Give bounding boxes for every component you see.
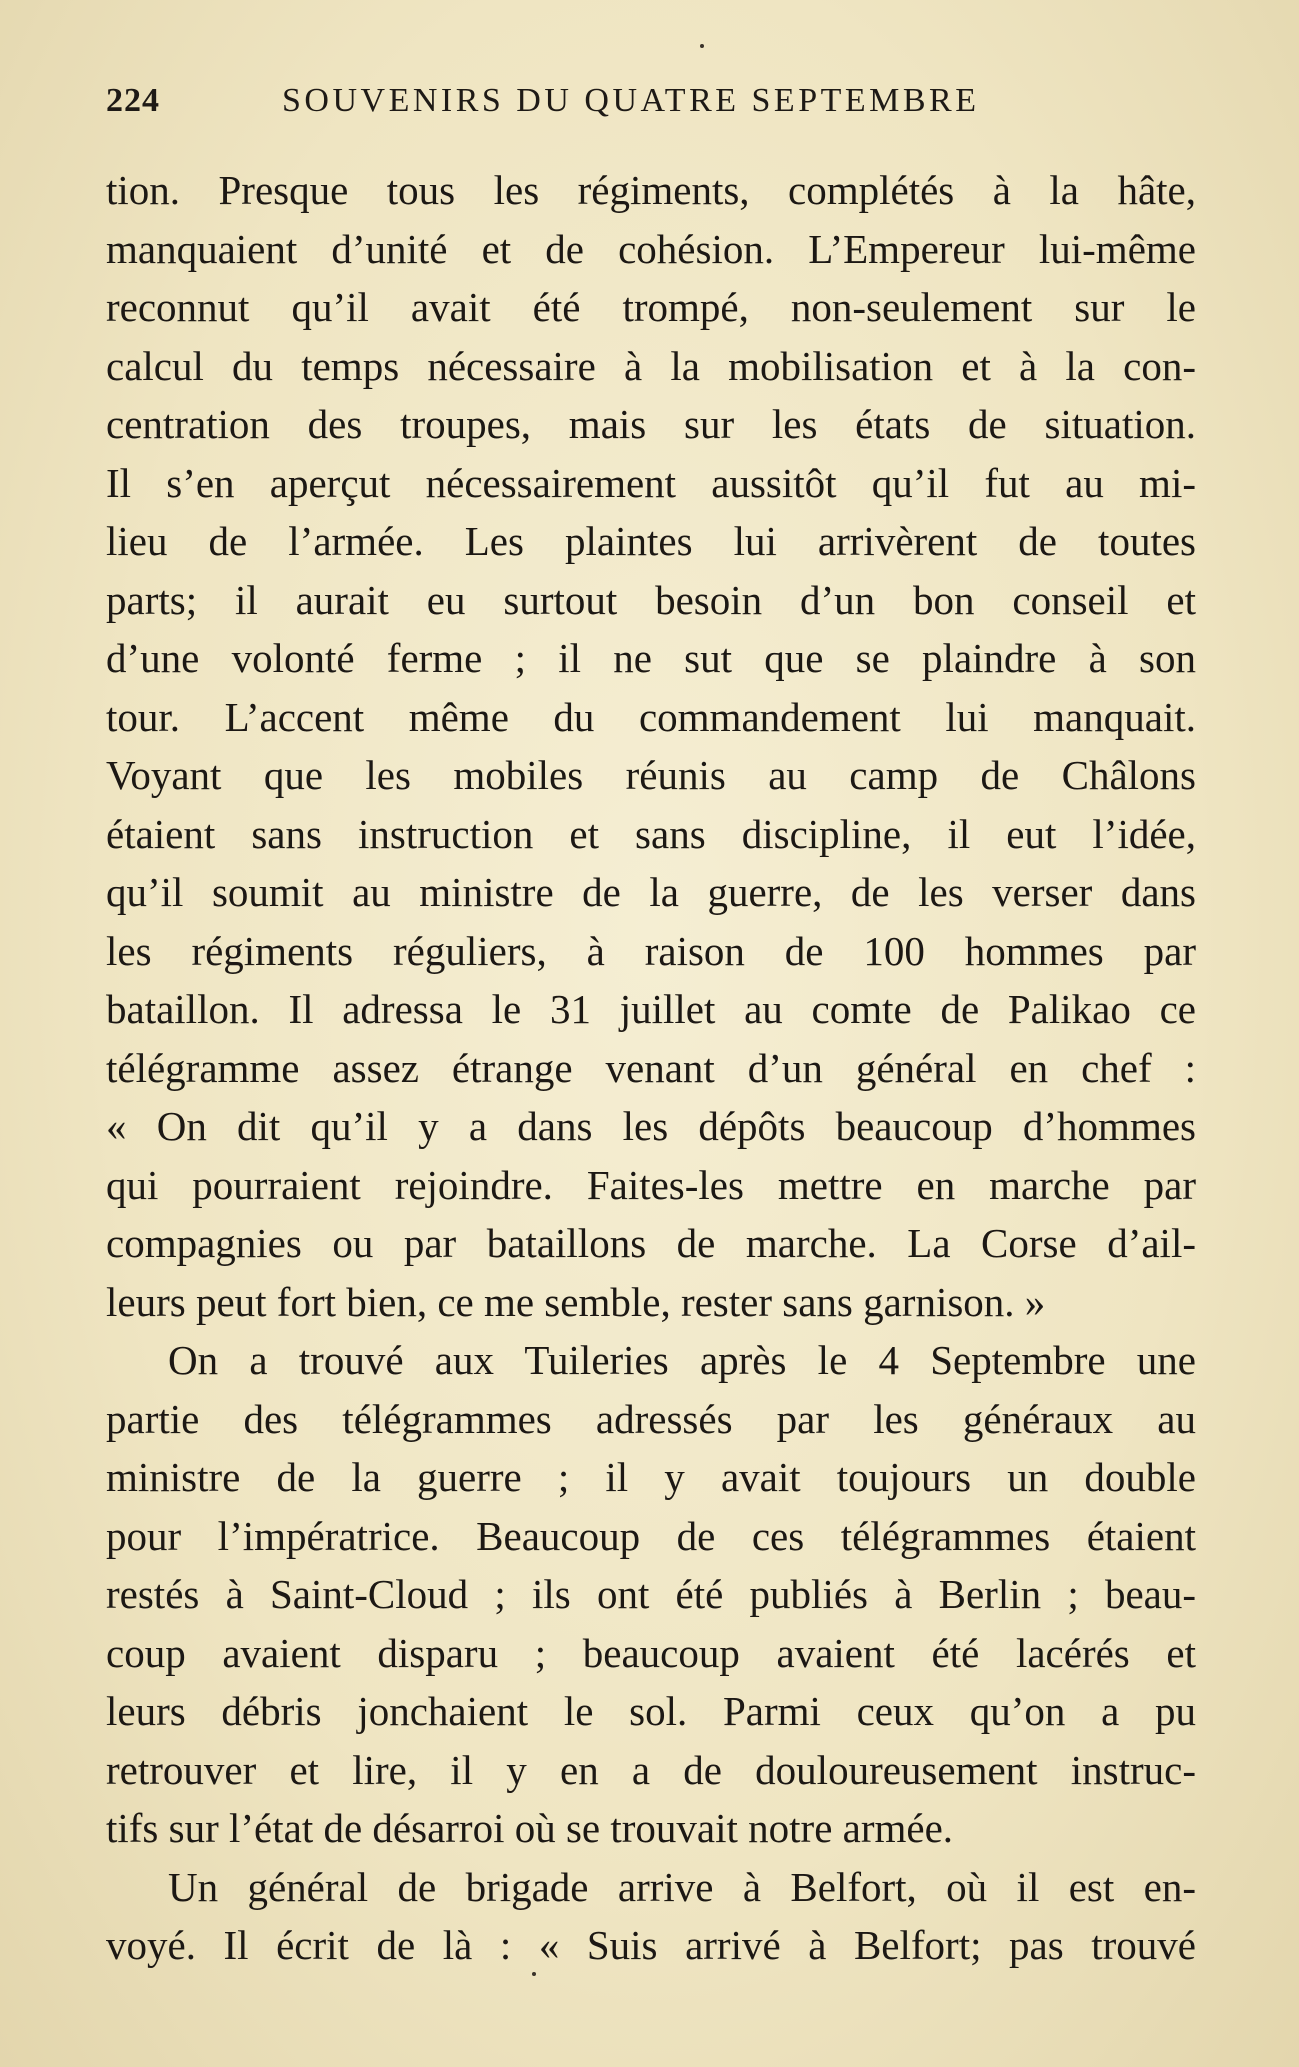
running-header: [106, 82, 1196, 142]
text-line: tifs sur l’état de désarroi où se trouvait notre armée.: [106, 1805, 954, 1851]
text-line: tour. L’accent même du commandement lui manquait.: [106, 693, 1196, 740]
running-title: SOUVENIRS DU QUATRE SEPTEMBRE: [282, 82, 980, 119]
text-line: reconnut qu’il avait été trompé, non-seulement sur le: [106, 284, 1196, 330]
text-line: Un général de brigade arrive à Belfort, où il est en-: [168, 1863, 1196, 1910]
text-line: télégramme assez étrange venant d’un général en chef :: [106, 1044, 1196, 1091]
text-line: parts; il aurait eu surtout besoin d’un bon conseil et: [106, 576, 1196, 623]
text-line: leurs débris jonchaient le sol. Parmi ceux qu’on a pu: [106, 1688, 1196, 1734]
text-line: bataillon. Il adressa le 31 juillet au comte de Palikao ce: [106, 986, 1196, 1032]
paragraph-1: [106, 161, 1196, 1331]
text-line: On a trouvé aux Tuileries après le 4 Septembre une: [168, 1337, 1196, 1383]
text-line: « On dit qu’il y a dans les dépôts beaucoup d’hommes: [106, 1103, 1196, 1149]
paragraph-3: [106, 1858, 1196, 1975]
text-line: leurs peut fort bien, ce me semble, rester sans garnison. »: [106, 1278, 1046, 1325]
text-line: voyé. Il écrit de là : « Suis arrivé à Belfort; pas trouvé: [106, 1922, 1196, 1968]
text-line: Il s’en aperçut nécessairement aussitôt qu’il fut au mi-: [106, 459, 1196, 506]
text-line: pour l’impératrice. Beaucoup de ces télégrammes étaient: [106, 1512, 1196, 1559]
text-line: manquaient d’unité et de cohésion. L’Empereur lui-même: [106, 225, 1196, 272]
text-line: retrouver et lire, il y en a de douloureusement instruc-: [106, 1746, 1196, 1793]
paragraph-2: [106, 1331, 1196, 1858]
text-line: tion. Presque tous les régiments, complétés à la hâte,: [106, 167, 1196, 213]
text-line: les régiments réguliers, à raison de 100 hommes par: [106, 927, 1196, 974]
text-line: restés à Saint-Cloud ; ils ont été publiés à Berlin ; beau-: [106, 1571, 1196, 1617]
page-number: 224: [106, 82, 160, 119]
text-line: lieu de l’armée. Les plaintes lui arrivèrent de toutes: [106, 518, 1196, 564]
text-line: Voyant que les mobiles réunis au camp de Châlons: [106, 752, 1196, 798]
ink-speck: [532, 1972, 536, 1976]
text-line: ministre de la guerre ; il y avait toujours un double: [106, 1454, 1196, 1500]
text-line: d’une volonté ferme ; il ne sut que se plaindre à son: [106, 635, 1196, 681]
text-line: partie des télégrammes adressés par les généraux au: [106, 1395, 1196, 1442]
text-line: centration des troupes, mais sur les états de situation.: [106, 401, 1196, 447]
text-line: qui pourraient rejoindre. Faites-les mettre en marche par: [106, 1161, 1196, 1208]
text-line: étaient sans instruction et sans discipline, il eut l’idée,: [106, 810, 1196, 857]
text-line: calcul du temps nécessaire à la mobilisation et à la con-: [106, 342, 1196, 389]
text-line: qu’il soumit au ministre de la guerre, de les verser dans: [106, 869, 1196, 915]
ink-speck: [700, 44, 704, 48]
text-line: coup avaient disparu ; beaucoup avaient été lacérés et: [106, 1629, 1196, 1676]
body-text: [106, 161, 1196, 1975]
text-line: compagnies ou par bataillons de marche. La Corse d’ail-: [106, 1220, 1196, 1266]
